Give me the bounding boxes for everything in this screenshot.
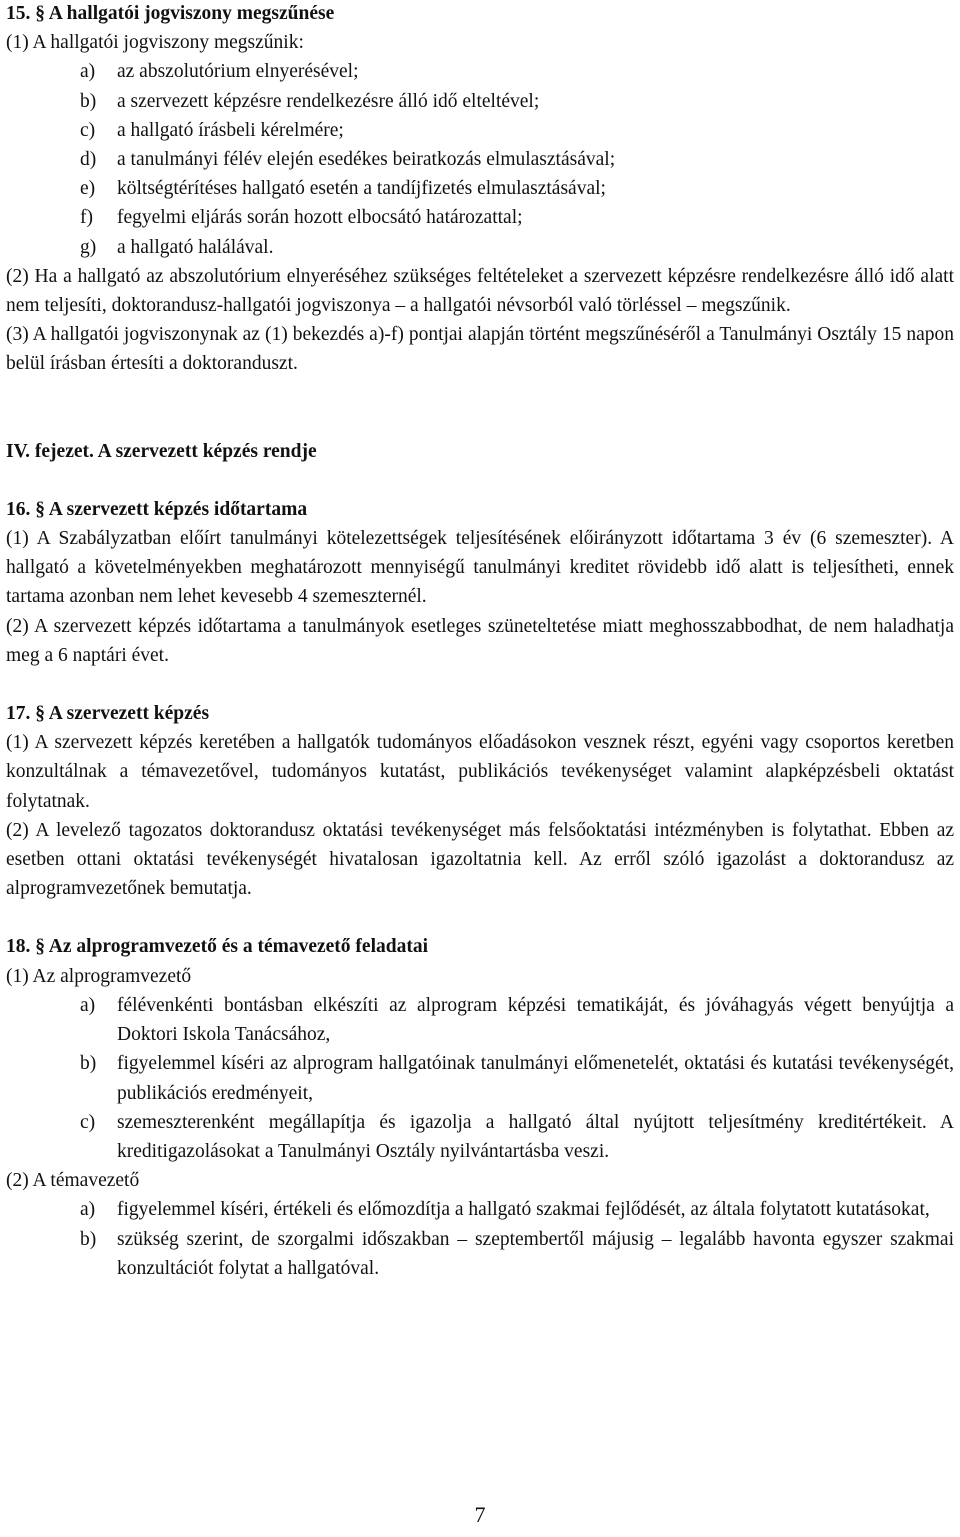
list-item-label: b) xyxy=(80,90,97,112)
list-item-text: a tanulmányi félév elején esedékes beiratkozás elmulasztásával; xyxy=(117,149,616,171)
list-item-text: figyelemmel kíséri, értékeli és előmozdítja a hallgató szakmai fejlődését, az általa folytatott kutatásokat, xyxy=(117,1199,930,1221)
section-15-paragraph-1-intro: (1) A hallgatói jogviszony megszűnik: xyxy=(6,32,304,54)
section-18-item-list-2 xyxy=(6,1195,954,1283)
list-item-label: a) xyxy=(80,61,96,83)
section-15-item-list xyxy=(6,57,954,261)
list-item-text: félévenkénti bontásban elkészíti az alprogram képzési tematikáját, és jóváhagyás végett benyújtja a Doktori Iskola Tanácsához, xyxy=(117,994,954,1046)
section-15-heading: 15. § A hallgatói jogviszony megszűnése xyxy=(6,3,335,24)
section-18-heading: 18. § Az alprogramvezető és a témavezető feladatai xyxy=(6,936,429,958)
document-page xyxy=(6,0,954,1283)
list-item xyxy=(6,1108,954,1166)
list-item-text: az abszolutórium elnyerésével; xyxy=(117,61,359,83)
spacer xyxy=(6,670,954,699)
list-item xyxy=(6,57,954,86)
spacer xyxy=(6,466,954,495)
list-item-label: a) xyxy=(80,1199,96,1221)
list-item-label: f) xyxy=(80,207,93,229)
spacer xyxy=(6,903,954,932)
list-item-label: c) xyxy=(80,119,96,141)
section-15-paragraph-2: (2) Ha a hallgató az abszolutórium elnyeréséhez szükséges feltételeket a szervezett képzésre rendelkezésre álló idő alatt nem teljesíti, doktorandusz-hallgatói jogviszonya – a hallgatói névsorból való törléssel – megszűnik. xyxy=(6,265,954,317)
list-item-label: b) xyxy=(80,1053,97,1075)
section-16-paragraph-1: (1) A Szabályzatban előírt tanulmányi kötelezettségek teljesítésének előirányzott időtartama 3 év (6 szemeszter). A hallgató a követelményekben meghatározott mennyiségű tanulmányi kreditet rövidebb idő alatt is teljesítheti, ennek tartama azonban nem lehet kevesebb 4 szemeszternél. xyxy=(6,528,954,608)
list-item xyxy=(6,116,954,145)
chapter-4-heading: IV. fejezet. A szervezett képzés rendje xyxy=(6,440,317,462)
list-item xyxy=(6,1049,954,1107)
list-item-label: e) xyxy=(80,178,96,200)
list-item-text: figyelemmel kíséri az alprogram hallgatóinak tanulmányi előmenetelét, oktatási és kutatási tevékenységét, publikációs eredményeit, xyxy=(117,1053,954,1104)
list-item-label: c) xyxy=(80,1111,96,1133)
section-16-paragraph-2: (2) A szervezett képzés időtartama a tanulmányok esetleges szüneteltetése miatt meghosszabbodhat, de nem haladhatja meg a 6 naptári évet. xyxy=(6,615,954,666)
list-item-text: szükség szerint, de szorgalmi időszakban – szeptembertől májusig – legalább havonta egyszer szakmai konzultációt folytat a hallgatóval. xyxy=(117,1228,954,1279)
section-16-heading: 16. § A szervezett képzés időtartama xyxy=(6,498,308,520)
section-17-heading: 17. § A szervezett képzés xyxy=(6,703,210,725)
list-item xyxy=(6,1195,954,1224)
list-item-text: szemeszterenként megállapítja és igazolja a hallgató által nyújtott teljesítmény kreditértékeit. A kreditigazolásokat a Tanulmányi Osztály nyilvántartásba veszi. xyxy=(117,1111,954,1162)
list-item-text: a hallgató írásbeli kérelmére; xyxy=(117,119,344,141)
list-item-label: a) xyxy=(80,994,96,1016)
section-18-item-list-1 xyxy=(6,991,954,1166)
list-item xyxy=(6,233,954,262)
section-17-paragraph-1: (1) A szervezett képzés keretében a hallgatók tudományos előadásokon vesznek részt, egyéni vagy csoportos keretben konzultálnak a témavezetővel, tudományos kutatást, publikációs tevékenységet valamint alapképzésbeli oktatást folytatnak. xyxy=(6,732,954,812)
list-item xyxy=(6,203,954,232)
list-item xyxy=(6,1225,954,1283)
section-18-paragraph-2-intro: (2) A témavezető xyxy=(6,1170,140,1192)
section-18-paragraph-1-intro: (1) Az alprogramvezető xyxy=(6,965,192,987)
list-item xyxy=(6,991,954,1049)
list-item xyxy=(6,174,954,203)
spacer xyxy=(6,379,954,437)
list-item-text: fegyelmi eljárás során hozott elbocsátó határozattal; xyxy=(117,207,523,229)
page-number: 7 xyxy=(474,1502,486,1527)
section-15-paragraph-3: (3) A hallgatói jogviszonynak az (1) bekezdés a)-f) pontjai alapján történt megszűnéséről a Tanulmányi Osztály 15 napon belül írásban értesíti a doktoranduszt. xyxy=(6,324,954,375)
list-item-text: költségtérítéses hallgató esetén a tandíjfizetés elmulasztásával; xyxy=(117,178,606,200)
list-item xyxy=(6,87,954,116)
list-item xyxy=(6,145,954,174)
list-item-text: a szervezett képzésre rendelkezésre álló idő elteltével; xyxy=(117,90,540,112)
list-item-label: g) xyxy=(80,236,97,258)
list-item-label: d) xyxy=(80,149,97,171)
section-17-paragraph-2: (2) A levelező tagozatos doktorandusz oktatási tevékenységet más felsőoktatási intézményben is folytathat. Ebben az esetben ottani oktatási tevékenységét hivatalosan igazoltatnia kell. Az erről szóló igazolást a doktorandusz az alprogramvezetőnek bemutatja. xyxy=(6,819,954,900)
list-item-label: b) xyxy=(80,1228,97,1250)
list-item-text: a hallgató halálával. xyxy=(117,236,274,258)
